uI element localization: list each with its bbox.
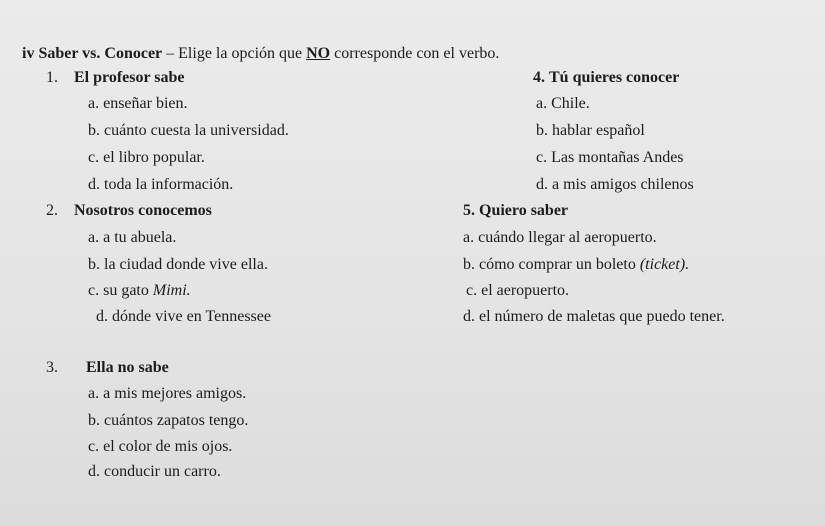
q2-heading	[46, 201, 212, 221]
q4-option-c: c. Las montañas Andes	[536, 149, 684, 166]
q5-option-b	[463, 255, 689, 275]
q4-prompt: Tú quieres conocer	[549, 69, 680, 86]
q5-option-a: a. cuándo llegar al aeropuerto.	[463, 229, 657, 246]
q1-option-a: a. enseñar bien.	[88, 95, 188, 112]
q2-prompt: Nosotros conocemos	[74, 202, 212, 219]
q2-option-c	[88, 281, 191, 301]
instruction-no: NO	[306, 45, 331, 62]
section-header	[22, 44, 499, 64]
header-dash: –	[162, 45, 179, 62]
q3-number: 3.	[46, 359, 58, 376]
q4-number: 4.	[533, 69, 545, 86]
q3-prompt: Ella no sabe	[86, 359, 169, 376]
q5-heading	[463, 201, 568, 221]
instruction-b: corresponde con el verbo.	[330, 45, 500, 62]
q2-option-c-text: c. su gato	[88, 282, 153, 299]
section-title: Saber vs. Conocer	[38, 45, 163, 62]
q1-number: 1.	[46, 69, 58, 86]
q5-option-c: c. el aeropuerto.	[466, 282, 570, 299]
q2-option-a: a. a tu abuela.	[88, 229, 177, 246]
q4-option-b: b. hablar español	[536, 122, 645, 139]
q1-heading	[46, 68, 185, 88]
instruction-a: Elige la opción que	[178, 45, 307, 62]
q4-option-d: d. a mis amigos chilenos	[536, 176, 694, 193]
q5-prompt: Quiero saber	[479, 202, 569, 219]
q1-prompt: El profesor sabe	[74, 69, 185, 86]
q5-option-b-text: b. cómo comprar un boleto	[463, 256, 640, 273]
q1-option-c: c. el libro popular.	[88, 149, 205, 166]
q4-option-a: a. Chile.	[536, 95, 590, 112]
q4-heading	[533, 68, 679, 88]
q5-number: 5.	[463, 202, 475, 219]
q3-heading	[46, 358, 169, 378]
q2-option-d: d. dónde vive en Tennessee	[96, 308, 271, 325]
q2-number: 2.	[46, 202, 58, 219]
q2-option-b: b. la ciudad donde vive ella.	[88, 256, 268, 273]
q3-option-d: d. conducir un carro.	[88, 463, 221, 480]
q5-option-d: d. el número de maletas que puedo tener.	[463, 308, 725, 325]
q1-option-b: b. cuánto cuesta la universidad.	[88, 122, 289, 139]
section-roman: iv	[22, 45, 35, 62]
q2-option-c-name: Mimi.	[152, 282, 191, 299]
q3-option-a: a. a mis mejores amigos.	[88, 385, 247, 402]
q3-option-b: b. cuántos zapatos tengo.	[88, 412, 249, 429]
q3-option-c: c. el color de mis ojos.	[88, 438, 233, 455]
q5-option-b-ticket: (ticket).	[639, 256, 690, 273]
q1-option-d: d. toda la información.	[88, 176, 234, 193]
